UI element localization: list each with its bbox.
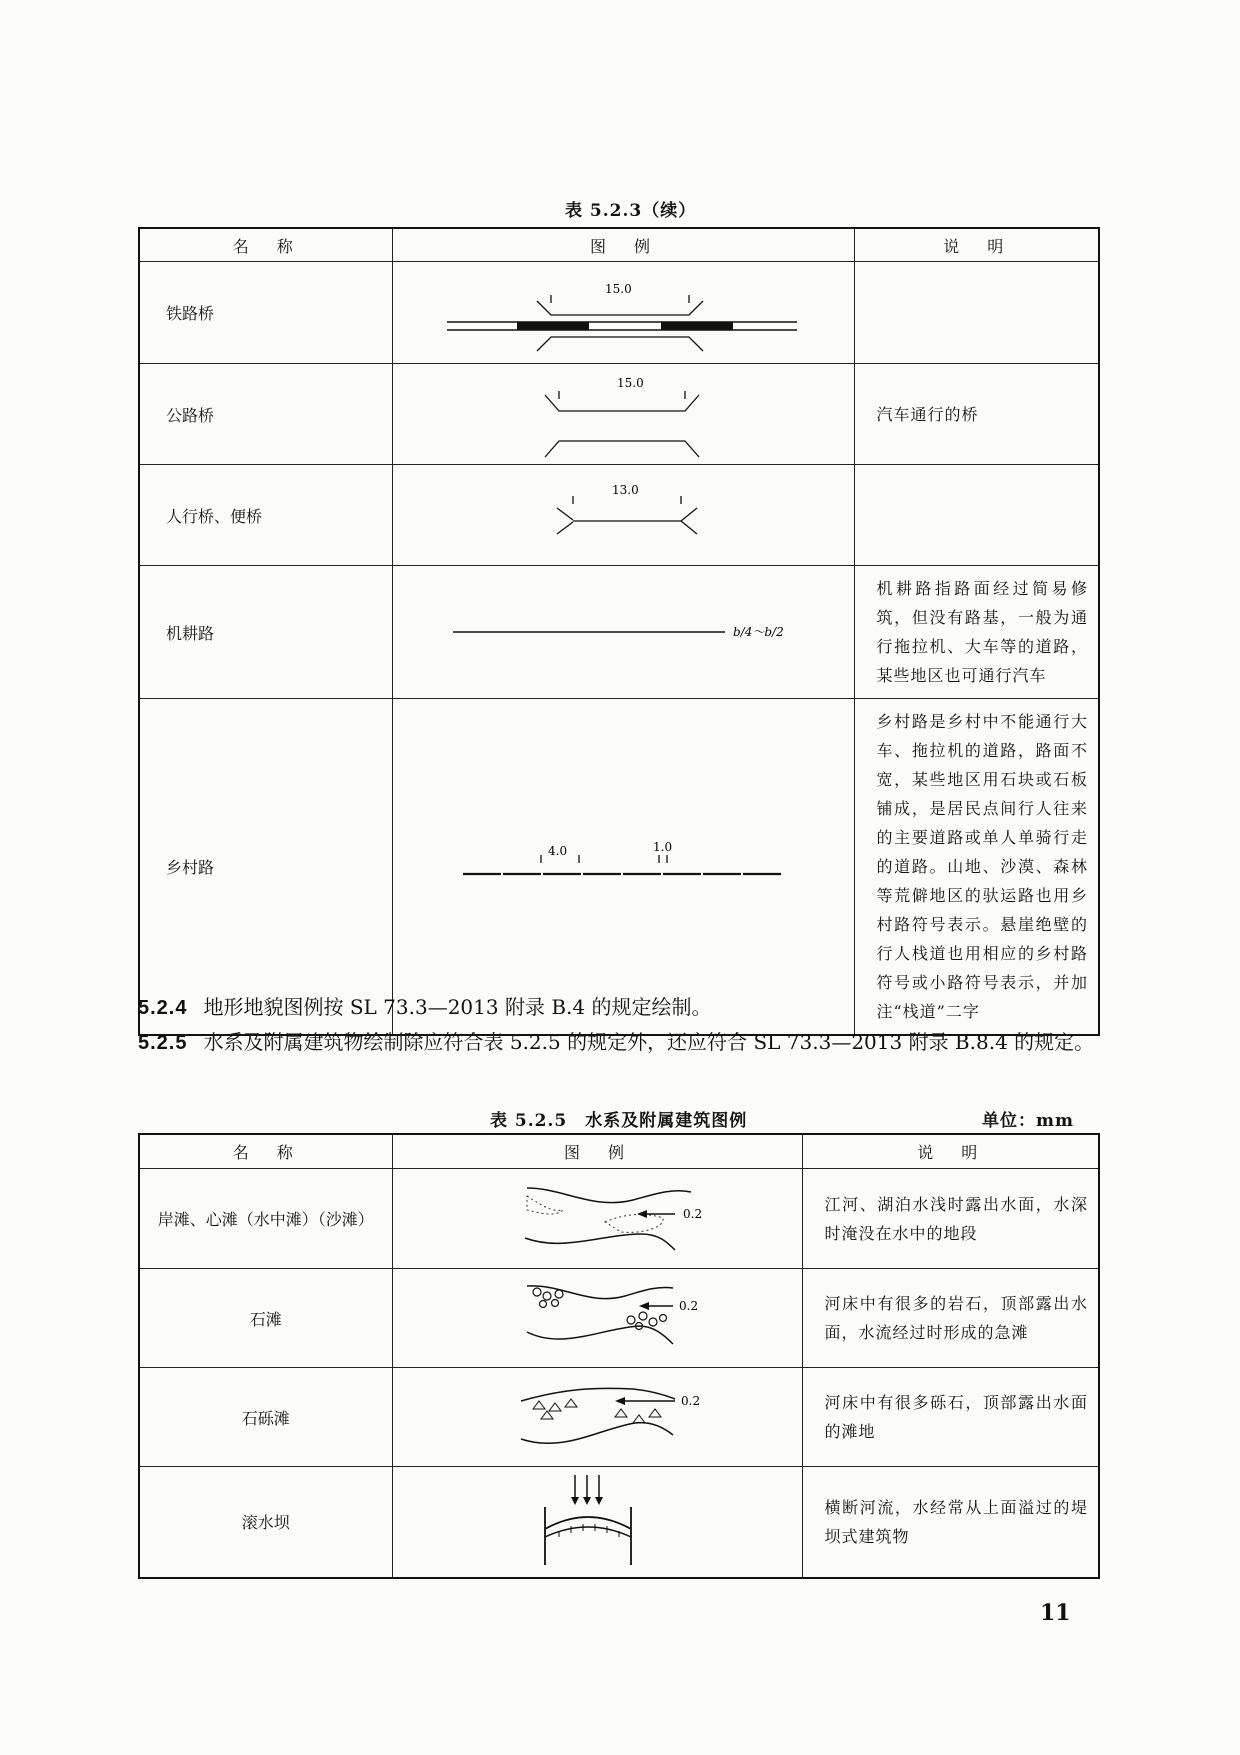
rock-shoal-symbol: [392, 1269, 802, 1368]
table1-caption: 表 5.2.3（续）: [565, 201, 697, 221]
footbridge-symbol: [392, 465, 854, 566]
dimension-label: 4.0: [547, 843, 567, 858]
row-desc: [854, 465, 1099, 566]
row-desc: [854, 262, 1099, 364]
tractor-road-symbol: [392, 566, 854, 699]
table2-header-row: [139, 1134, 1099, 1169]
dimension-label-2: 1.0: [652, 839, 672, 854]
table2-caption: 表 5.2.5 水系及附属建筑图例: [490, 1111, 748, 1131]
row-name: 公路桥: [139, 364, 392, 465]
table-row: [139, 566, 1099, 699]
row-name: 石滩: [139, 1269, 392, 1368]
table1-header-legend: 图 例: [392, 228, 854, 262]
table-row: [139, 465, 1099, 566]
paragraph-5-2-5: [138, 1025, 1098, 1061]
railway-bridge-symbol: [392, 262, 854, 364]
row-desc: 乡村路是乡村中不能通行大车、拖拉机的道路，路面不宽，某些地区用石块或石板铺成，是居民点间行人往来的主要道路或单人单骑行走的道路。山地、沙漠、森林等荒僻地区的驮运路也用乡村路符号表示。悬崖绝壁的行人栈道也用相应的乡村路符号或小路符号表示，并加注“栈道”二字: [854, 699, 1099, 1036]
row-name: 石砾滩: [139, 1368, 392, 1467]
table-5-2-5: [138, 1133, 1100, 1579]
row-name: 乡村路: [139, 699, 392, 1036]
table-row: [139, 699, 1099, 1036]
unit-label: 单位：mm: [982, 1111, 1074, 1131]
table-row: [139, 1467, 1099, 1578]
table2-header-name: 名 称: [139, 1134, 392, 1169]
row-desc: 汽车通行的桥: [854, 364, 1099, 465]
beach-shoal-symbol: [392, 1169, 802, 1269]
table-row: [139, 1169, 1099, 1269]
clause-number: 5.2.4: [138, 997, 188, 1019]
table-row: [139, 1368, 1099, 1467]
gravel-shoal-symbol: [392, 1368, 802, 1467]
page-number: 11: [1040, 1600, 1071, 1626]
dimension-label: 15.0: [604, 281, 632, 296]
clause-text: 水系及附属建筑物绘制除应符合表 5.2.5 的规定外，还应符合 SL 73.3—2013 附录 B.8.4 的规定。: [203, 1030, 1095, 1054]
table2-header-legend: 图 例: [392, 1134, 802, 1169]
table-row: [139, 364, 1099, 465]
highway-bridge-symbol: [392, 364, 854, 465]
table1-header-name: 名 称: [139, 228, 392, 262]
paragraph-5-2-4: [138, 990, 1098, 1026]
row-name: 机耕路: [139, 566, 392, 699]
dimension-label: 15.0: [616, 375, 644, 390]
row-desc: 河床中有很多的岩石，顶部露出水面，水流经过时形成的急滩: [802, 1269, 1099, 1368]
dimension-label: 0.2: [680, 1393, 700, 1408]
dimension-label: 13.0: [611, 482, 639, 497]
row-desc: 河床中有很多砾石，顶部露出水面的滩地: [802, 1368, 1099, 1467]
clause-number: 5.2.5: [138, 1032, 188, 1054]
row-name: 岸滩、心滩（水中滩）（沙滩）: [139, 1169, 392, 1269]
clause-text: 地形地貌图例按 SL 73.3—2013 附录 B.4 的规定绘制。: [203, 995, 712, 1019]
table-5-2-3: [138, 227, 1100, 1036]
table2-header-desc: 说 明: [802, 1134, 1099, 1169]
row-name: 人行桥、便桥: [139, 465, 392, 566]
table-row: [139, 1269, 1099, 1368]
table1-header-desc: 说 明: [854, 228, 1099, 262]
table1-header-row: [139, 228, 1099, 262]
village-road-symbol: [392, 699, 854, 1036]
dimension-label: 0.2: [678, 1298, 698, 1313]
dimension-label: b/4～b/2: [732, 625, 784, 639]
row-desc: 机耕路指路面经过简易修筑，但没有路基，一般为通行拖拉机、大车等的道路，某些地区也可通行汽车: [854, 566, 1099, 699]
table-row: [139, 262, 1099, 364]
row-desc: 江河、湖泊水浅时露出水面，水深时淹没在水中的地段: [802, 1169, 1099, 1269]
overflow-dam-symbol: [392, 1467, 802, 1578]
row-desc: 横断河流，水经常从上面溢过的堤坝式建筑物: [802, 1467, 1099, 1578]
row-name: 铁路桥: [139, 262, 392, 364]
row-name: 滚水坝: [139, 1467, 392, 1578]
dimension-label: 0.2: [682, 1206, 702, 1221]
